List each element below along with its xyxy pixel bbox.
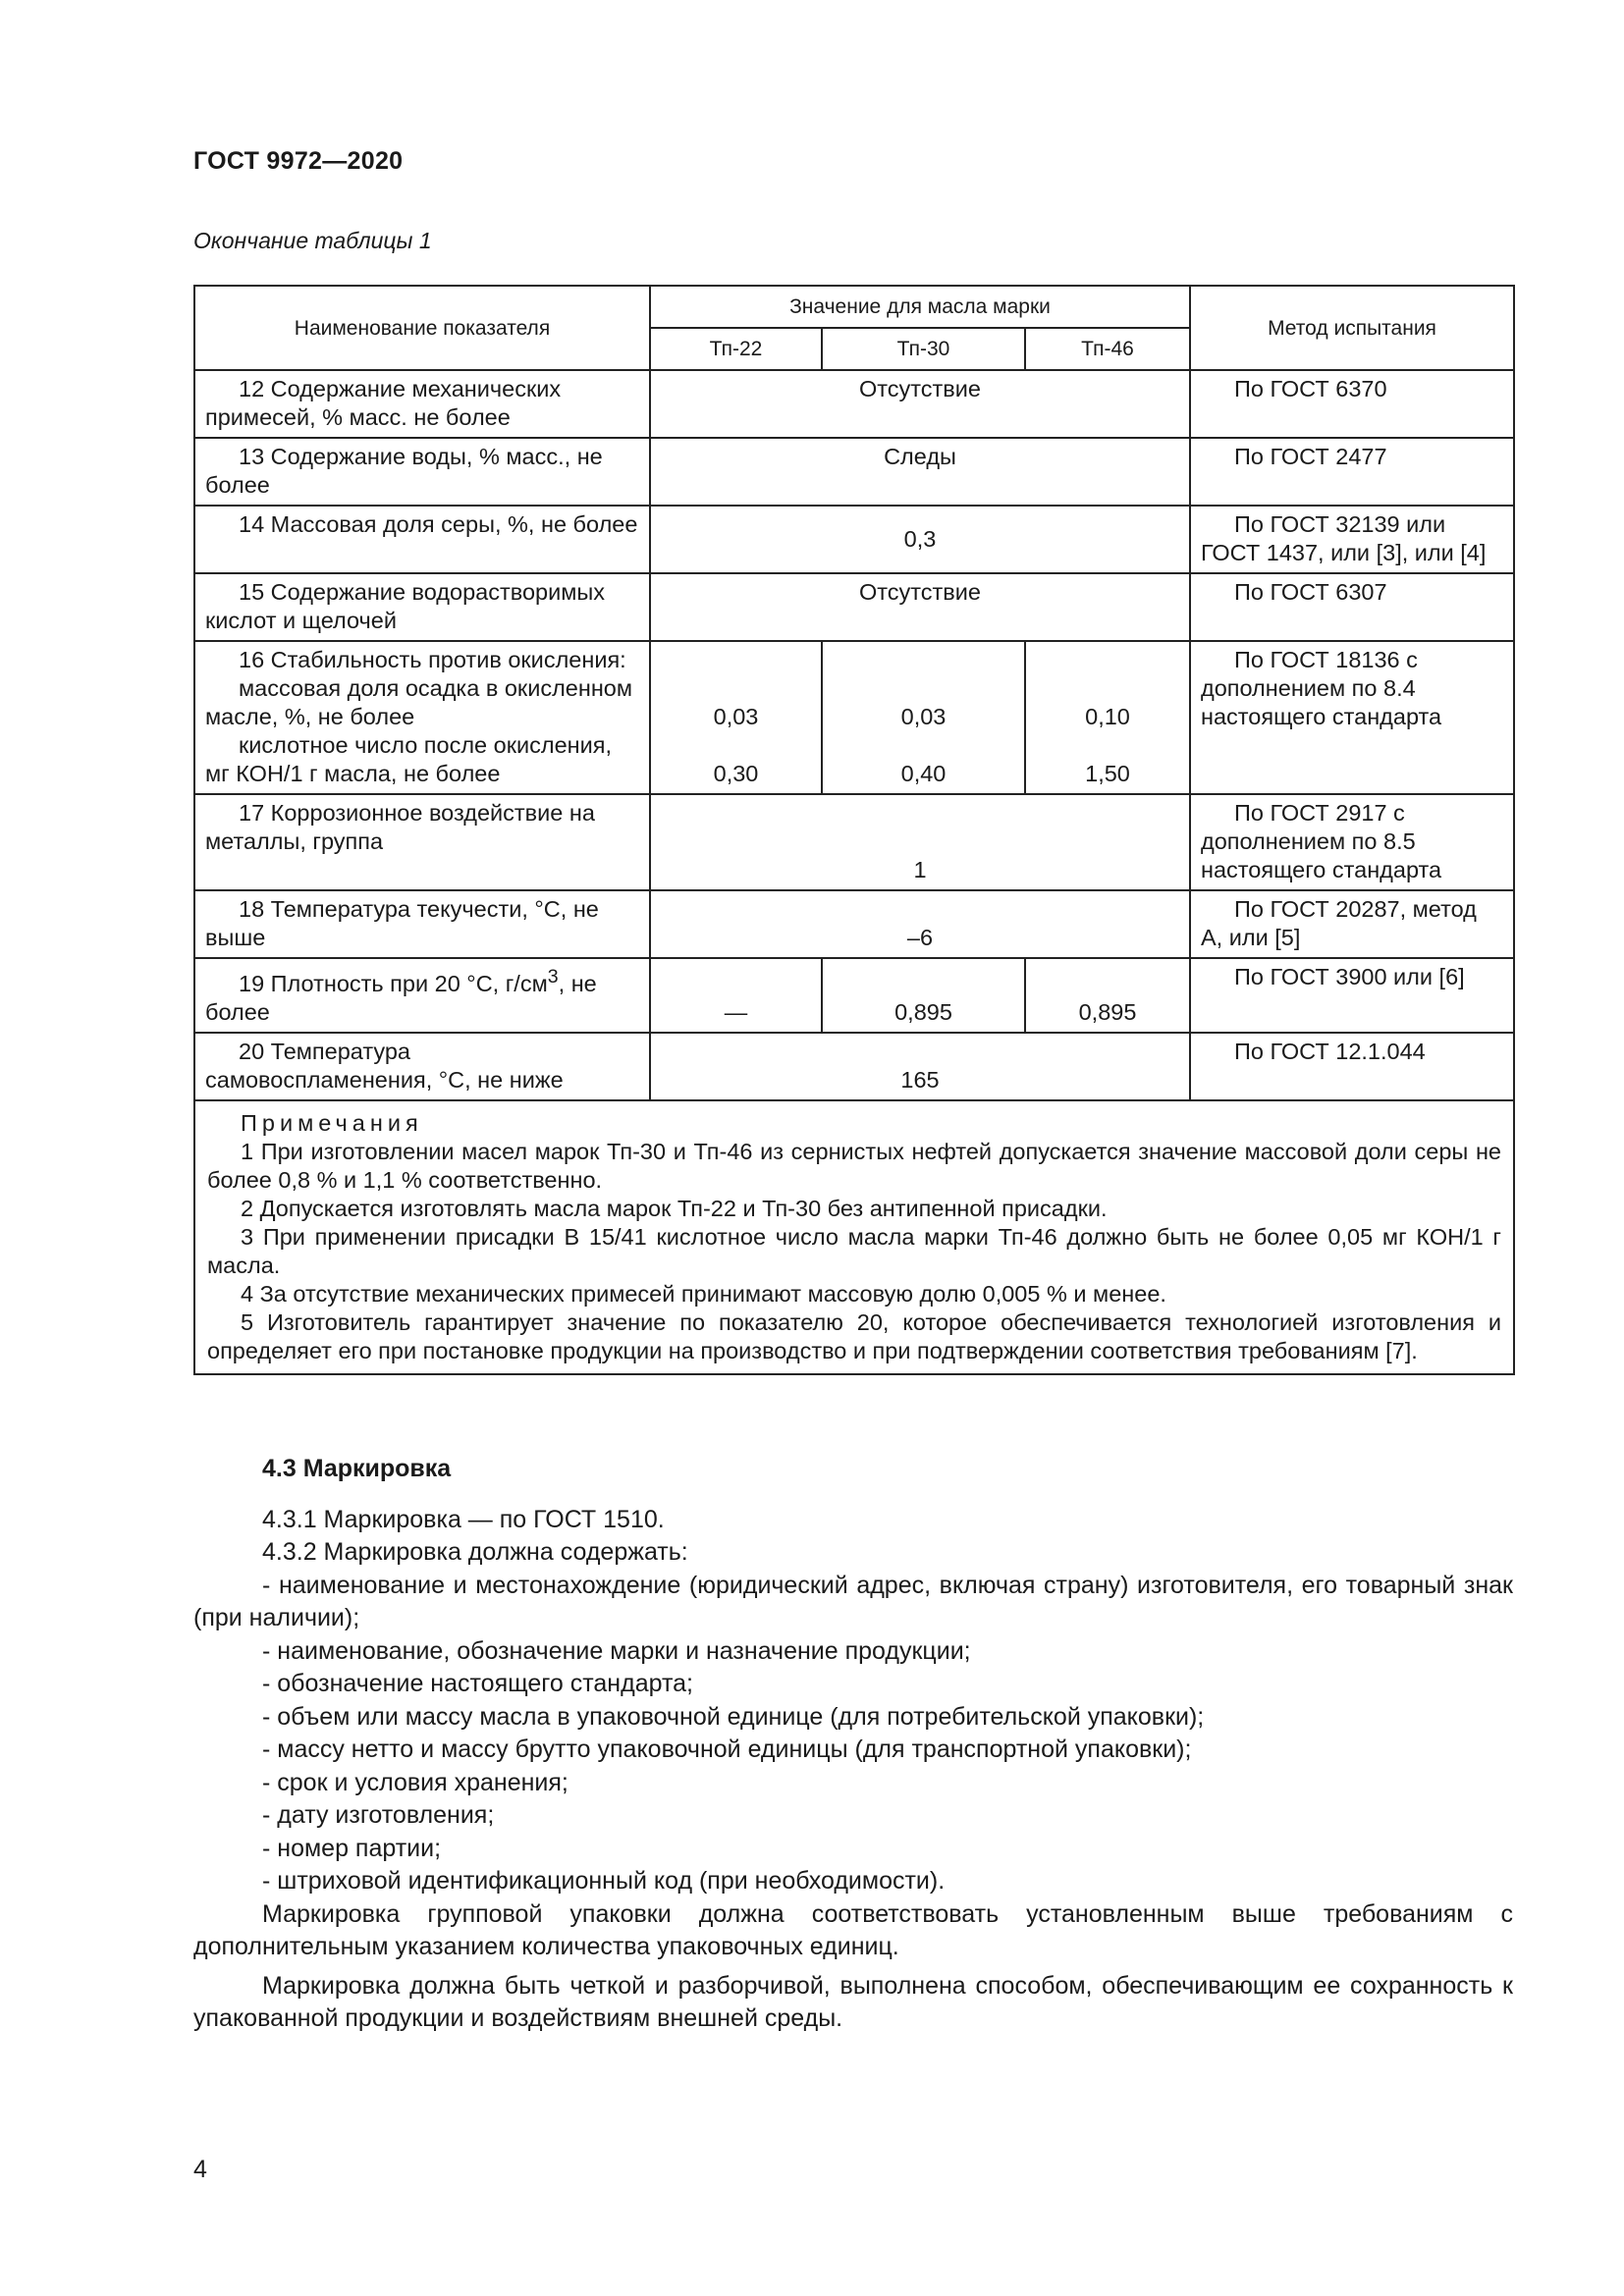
- note-4: 4 За отсутствие механических примесей принимают массовую долю 0,005 % и менее.: [241, 1280, 1166, 1307]
- paragraph-legibility: Маркировка должна быть четкой и разборчивой, выполнена способом, обеспечивающим ее сохранность к упакованной продукции и воздействиям внешней среды.: [193, 1971, 1513, 2032]
- value-tp30: 0,895: [822, 958, 1025, 1033]
- test-method: По ГОСТ 2917 с дополнением по 8.5 настоящего стандарта: [1190, 794, 1514, 890]
- indicator-value: 0,3: [650, 506, 1190, 573]
- indicator-name: 12 Содержание механических примесей, % масс. не более: [194, 370, 650, 438]
- specification-table: [193, 285, 1515, 1375]
- paragraph-4-3-1: 4.3.1 Маркировка — по ГОСТ 1510.: [262, 1505, 665, 1533]
- indicator-value: Отсутствие: [650, 573, 1190, 641]
- test-method: По ГОСТ 20287, метод А, или [5]: [1190, 890, 1514, 958]
- table-row: [194, 890, 1514, 958]
- indicator-name: 19 Плотность при 20 °С, $г/см^3$, не более: [194, 958, 650, 1033]
- table-header-row: [194, 286, 1514, 328]
- note-5: 5 Изготовитель гарантирует значение по показателю 20, которое обеспечивается технологией изготовления и определяет его при постановке продукции на производство и при подтверждении соответствия требованиям [7].: [207, 1308, 1501, 1363]
- table-notes: [194, 1100, 1514, 1374]
- note-3: 3 При применении присадки В 15/41 кислотное число масла марки Тп-46 должно быть не более 0,05 мг КОН/1 г масла.: [207, 1223, 1501, 1278]
- list-item: - дату изготовления;: [262, 1801, 495, 1829]
- paragraph-group-packaging: Маркировка групповой упаковки должна соответствовать установленным выше требованиям с дополнительным указанием количества упаковочных единиц.: [193, 1899, 1513, 1960]
- header-test-method: Метод испытания: [1190, 286, 1514, 370]
- note-1: 1 При изготовлении масел марок Тп-30 и Тп-46 из сернистых нефтей допускается значение массовой доли серы не более 0,8 % и 1,1 % соответственно.: [207, 1138, 1501, 1193]
- table-row: [194, 370, 1514, 438]
- indicator-name: 20 Температура самовоспламенения, °С, не ниже: [194, 1033, 650, 1100]
- table-row: [194, 958, 1514, 1033]
- indicator-name: 13 Содержание воды, % масс., не более: [194, 438, 650, 506]
- indicator-value: Следы: [650, 438, 1190, 506]
- indicator-value: 165: [650, 1033, 1190, 1100]
- indicator-name: 17 Коррозионное воздействие на металлы, группа: [194, 794, 650, 890]
- notes-title: Примечания: [241, 1109, 423, 1136]
- header-grade-tp22: Тп-22: [650, 328, 822, 370]
- value-tp30: 0,03 0,40: [822, 641, 1025, 794]
- test-method: По ГОСТ 12.1.044: [1190, 1033, 1514, 1100]
- header-indicator-name: Наименование показателя: [194, 286, 650, 370]
- document-code-header: ГОСТ 9972—2020: [193, 147, 404, 175]
- table-row: [194, 794, 1514, 890]
- test-method: По ГОСТ 2477: [1190, 438, 1514, 506]
- list-item: - объем или массу масла в упаковочной единице (для потребительской упаковки);: [262, 1702, 1205, 1731]
- paragraph-4-3-2: 4.3.2 Маркировка должна содержать:: [262, 1538, 688, 1566]
- value-tp46: 0,895: [1025, 958, 1190, 1033]
- indicator-name: 15 Содержание водорастворимых кислот и щелочей: [194, 573, 650, 641]
- test-method: По ГОСТ 6370: [1190, 370, 1514, 438]
- page-number: 4: [193, 2156, 207, 2183]
- value-tp22: —: [650, 958, 822, 1033]
- indicator-name: 18 Температура текучести, °С, не выше: [194, 890, 650, 958]
- indicator-name: 14 Массовая доля серы, %, не более: [194, 506, 650, 573]
- table-row: [194, 438, 1514, 506]
- header-grade-tp30: Тп-30: [822, 328, 1025, 370]
- list-item: - срок и условия хранения;: [262, 1768, 568, 1796]
- test-method: По ГОСТ 6307: [1190, 573, 1514, 641]
- section-heading: 4.3 Маркировка: [262, 1455, 452, 1482]
- list-item: - штриховой идентификационный код (при необходимости).: [262, 1867, 946, 1895]
- list-item: - наименование и местонахождение (юридический адрес, включая страну) изготовителя, его товарный знак (при наличии);: [193, 1571, 1513, 1631]
- list-item: - массу нетто и массу брутто упаковочной единицы (для транспортной упаковки);: [262, 1735, 1192, 1763]
- value-tp22: 0,03 0,30: [650, 641, 822, 794]
- list-item: - обозначение настоящего стандарта;: [262, 1670, 693, 1697]
- section-marking: [193, 1453, 1513, 2036]
- test-method: По ГОСТ 3900 или [6]: [1190, 958, 1514, 1033]
- indicator-value: –6: [650, 890, 1190, 958]
- table-row: [194, 506, 1514, 573]
- header-grade-tp46: Тп-46: [1025, 328, 1190, 370]
- test-method: По ГОСТ 32139 или ГОСТ 1437, или [3], или [4]: [1190, 506, 1514, 573]
- list-item: - номер партии;: [262, 1834, 442, 1862]
- value-tp46: 0,10 1,50: [1025, 641, 1190, 794]
- table-caption: Окончание таблицы 1: [193, 228, 432, 253]
- table-row: [194, 573, 1514, 641]
- notes-row: [194, 1100, 1514, 1374]
- list-item: - наименование, обозначение марки и назначение продукции;: [262, 1636, 971, 1665]
- note-2: 2 Допускается изготовлять масла марок Тп-22 и Тп-30 без антипенной присадки.: [241, 1195, 1108, 1221]
- table-row: [194, 1033, 1514, 1100]
- header-value-group: Значение для масла марки: [650, 286, 1190, 328]
- test-method: По ГОСТ 18136 с дополнением по 8.4 настоящего стандарта: [1190, 641, 1514, 794]
- indicator-value: Отсутствие: [650, 370, 1190, 438]
- indicator-name: 16 Стабильность против окисления: массовая доля осадка в окисленном масле, %, не более кислотное число после окисления, мг КОН/1 г масла, не более: [194, 641, 650, 794]
- indicator-value: 1: [650, 794, 1190, 890]
- table-row: [194, 641, 1514, 794]
